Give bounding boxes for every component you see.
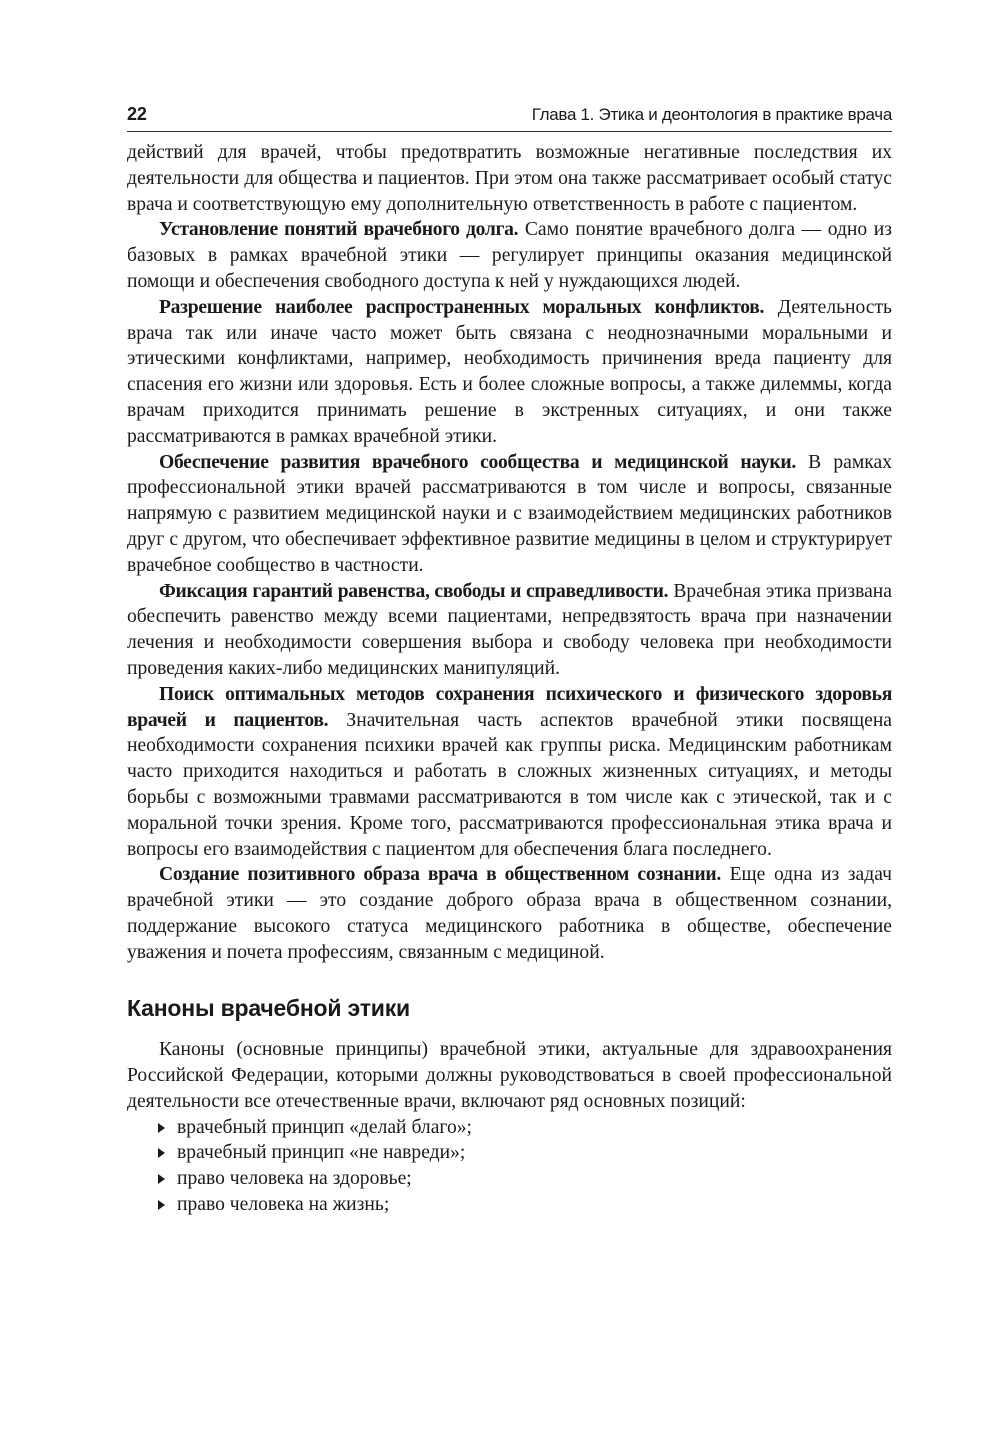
- paragraph-lead: Разрешение наиболее распространенных моральных конфликтов.: [159, 296, 765, 318]
- paragraph-text: Значительная часть аспектов врачебной этики посвящена необходимости сохранения психики врачей как группы риска. Медицинским работникам часто приходится находиться и работать в сложных жизненных ситуациях, и методы борьбы с возможными травмами рассматриваются в том числе как с этической, так и с моральной точки зрения. Кроме того, рассматриваются профессиональная этика врача и вопросы его взаимодействия с пациентом для обеспечения блага последнего.: [127, 709, 892, 860]
- paragraph-equality: [127, 579, 892, 682]
- paragraph-text: Врачебная этика призвана обеспечить равенство между всеми пациентами, непредвзятость врача при назначении лечения и необходимости совершения выбора и свободу человека при необходимости проведения каких-либо медицинских манипуляций.: [127, 580, 892, 679]
- list-item-text: право человека на здоровье;: [177, 1168, 412, 1190]
- canons-list: [127, 1115, 892, 1218]
- paragraph-duty: [127, 217, 892, 294]
- paragraph-text: действий для врачей, чтобы предотвратить возможные негативные последствия их деятельности для общества и пациентов. При этом она также рассматривает особый статус врача и соответствующую ему дополнительную ответственность в работе с пациентом.: [127, 142, 892, 215]
- running-head: [127, 104, 892, 132]
- list-item: [127, 1192, 892, 1218]
- paragraph-health: [127, 682, 892, 863]
- list-item: [127, 1166, 892, 1192]
- triangle-bullet-icon: [158, 1123, 165, 1133]
- section-intro: Каноны (основные принципы) врачебной этики, актуальные для здравоохранения Российской Федерации, которыми должны руководствоваться в своей профессиональной деятельности все отечественные врачи, включают ряд основных позиций:: [127, 1039, 892, 1112]
- section-heading: Каноны врачебной этики: [127, 994, 410, 1021]
- paragraph-text: Деятельность врача так или иначе часто может быть связана с неоднозначными моральными и этическими конфликтами, например, необходимость причинения вреда пациенту для спасения его жизни или здоровья. Есть и более сложные вопросы, а также дилеммы, когда врачам приходится принимать решение в экстренных ситуациях, и они также рассматриваются в рамках врачебной этики.: [127, 296, 892, 447]
- body-text: [127, 140, 892, 1218]
- triangle-bullet-icon: [158, 1148, 165, 1158]
- paragraph-text: Еще одна из задач врачебной этики — это создание доброго образа врача в общественном сознании, поддержание высокого статуса медицинского работника в обществе, обеспечение уважения и почета профессиям, связанным с медициной.: [127, 864, 892, 963]
- list-item: [127, 1140, 892, 1166]
- page-number: 22: [127, 104, 147, 124]
- paragraph-lead: Создание позитивного образа врача в общественном сознании.: [159, 864, 721, 886]
- list-item-text: врачебный принцип «не навреди»;: [177, 1142, 466, 1164]
- paragraph-community: [127, 450, 892, 579]
- triangle-bullet-icon: [158, 1200, 165, 1210]
- paragraph-image: [127, 862, 892, 965]
- paragraph-continuation: [127, 140, 892, 217]
- paragraph-text: Само понятие врачебного долга — одно из базовых в рамках врачебной этики — регулирует принципы оказания медицинской помощи и обеспечения свободного доступа к ней у нуждающихся людей.: [127, 219, 892, 292]
- paragraph-lead: Поиск оптимальных методов сохранения психического и физического здоровья врачей и пациентов.: [127, 683, 892, 731]
- triangle-bullet-icon: [158, 1174, 165, 1184]
- list-item: [127, 1115, 892, 1141]
- book-page: [127, 104, 892, 1218]
- paragraph-lead: Фиксация гарантий равенства, свободы и справедливости.: [159, 580, 669, 602]
- list-item-text: врачебный принцип «делай благо»;: [177, 1116, 472, 1138]
- paragraph-text: В рамках профессиональной этики врачей рассматриваются в том числе и вопросы, связанные напрямую с развитием медицинской науки и с взаимодействием медицинских работников друг с другом, что обеспечивает эффективное развитие медицины в целом и структурирует врачебное сообщество в частности.: [127, 451, 892, 576]
- paragraph-lead: Установление понятий врачебного долга.: [159, 219, 519, 241]
- list-item-text: право человека на жизнь;: [177, 1194, 390, 1216]
- paragraph-lead: Обеспечение развития врачебного сообщества и медицинской науки.: [159, 451, 796, 473]
- chapter-title: Глава 1. Этика и деонтология в практике врача: [531, 105, 892, 124]
- paragraph-conflicts: [127, 295, 892, 450]
